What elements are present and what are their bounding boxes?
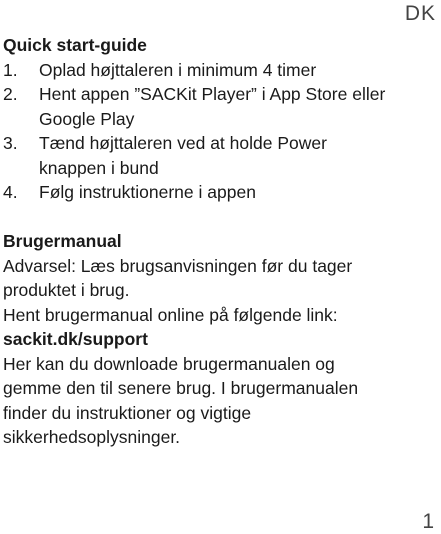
support-link[interactable]: sackit.dk/support [3,329,148,349]
step-item [3,131,435,180]
step-number: 3. [3,133,18,153]
step-number: 4. [3,182,18,202]
section-spacer [3,205,435,230]
manual-download-intro: Hent brugermanual online på følgende link: [3,304,338,325]
page-number: 1 [422,510,434,533]
manual-body: Her kan du downloade brugermanualen og gemme den til senere brug. I brugermanualen finder du instruktioner og vigtige sikkerhedsoplysninger. [3,353,359,447]
step-item [3,82,435,131]
step-number: 2. [3,84,18,104]
step-text: Hent appen ”SACKit Player” i App Store eller Google Play [39,84,386,129]
step-text: Følg instruktionerne i appen [39,182,256,202]
manual-warning: Advarsel: Læs brugsanvisningen før du tager produktet i brug. [3,255,353,300]
language-code: DK [404,2,436,25]
step-text: Tænd højttaleren ved at holde Power knappen i bund [39,133,327,178]
step-item [3,58,435,83]
manual-title: Brugermanual [3,231,122,251]
step-number: 1. [3,59,18,80]
document-content [3,33,435,450]
quick-start-steps [3,58,435,205]
step-item [3,180,435,205]
step-text: Oplad højttaleren i minimum 4 timer [39,59,317,80]
quick-start-title: Quick start-guide [3,35,147,55]
